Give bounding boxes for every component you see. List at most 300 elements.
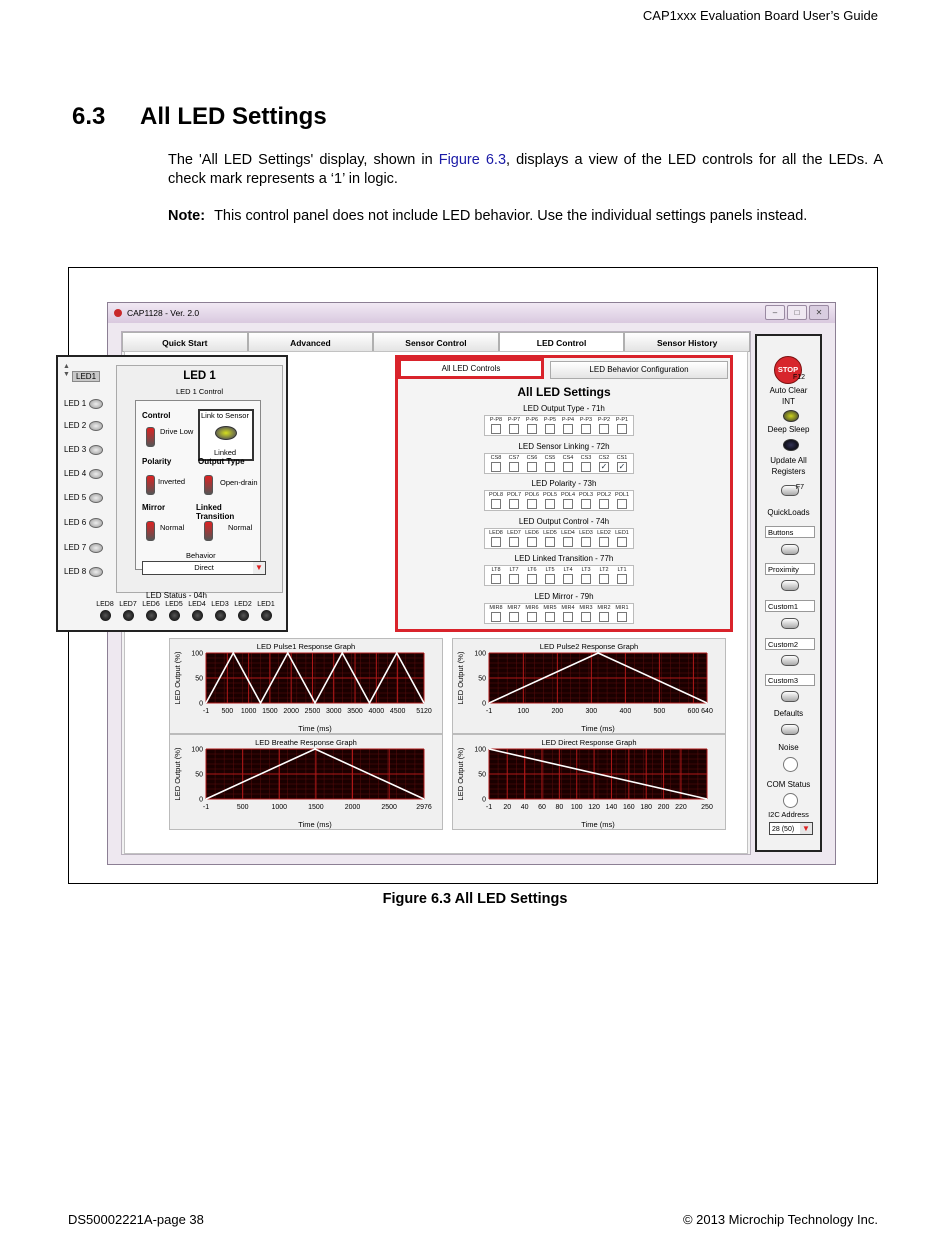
register-bit	[523, 567, 541, 584]
x-tick-label: 200	[657, 804, 670, 811]
x-tick-label: 3000	[325, 708, 342, 715]
led-status-label: LED6	[142, 601, 160, 608]
bit-checkbox[interactable]	[599, 537, 609, 547]
x-tick-label: 60	[538, 804, 546, 811]
bit-checkbox[interactable]	[545, 612, 555, 622]
maximize-button[interactable]: □	[787, 305, 807, 320]
register-bit	[595, 455, 613, 472]
register-bit	[613, 605, 631, 622]
tab-quick-start[interactable]: Quick Start	[122, 332, 248, 352]
y-tick-label: 50	[478, 675, 486, 683]
bit-label: CS7	[508, 454, 520, 461]
led-indicator-icon	[89, 493, 103, 503]
bit-label: MIR3	[579, 604, 593, 611]
led-status-label: LED4	[188, 601, 206, 608]
register-title: LED Output Type - 71h	[523, 404, 605, 413]
link-value: Linked	[214, 448, 237, 457]
register-bit	[595, 605, 613, 622]
led-status-indicator	[169, 610, 180, 621]
register-bit	[523, 530, 541, 547]
bit-checkbox[interactable]	[491, 462, 501, 472]
register-bit	[523, 605, 541, 622]
y-axis-label: LED Output (%)	[173, 651, 182, 705]
register-title: LED Linked Transition - 77h	[514, 554, 614, 563]
bit-checkbox[interactable]	[491, 537, 501, 547]
led1-subtitle: LED 1 Control	[175, 387, 224, 396]
bit-checkbox[interactable]	[509, 574, 519, 584]
register-bit	[559, 492, 577, 509]
bit-label: POL7	[506, 492, 522, 498]
footer-doc-id: DS50002221A-page 38	[68, 1212, 204, 1227]
chart-svg	[453, 735, 725, 829]
chart-title: LED Pulse1 Response Graph	[256, 642, 356, 651]
bit-label: CS2	[598, 454, 610, 461]
led-indicator-icon	[89, 399, 103, 409]
x-tick-label: 2000	[283, 708, 299, 715]
chart-title: LED Direct Response Graph	[541, 738, 637, 747]
bit-label: CS4	[562, 454, 574, 461]
led-status-cell	[141, 601, 161, 621]
link-led-indicator[interactable]	[215, 426, 237, 440]
x-tick-label: 220	[675, 804, 687, 811]
minimize-button[interactable]: –	[765, 305, 785, 320]
bit-checkbox[interactable]	[617, 499, 627, 509]
led-status-cell	[187, 601, 207, 621]
x-tick-label: 2000	[344, 804, 361, 811]
stop-shortcut: F12	[792, 374, 806, 381]
x-tick-label: 2500	[304, 708, 321, 715]
bit-checkbox[interactable]	[491, 612, 501, 622]
led-list-item[interactable]: LED 6	[64, 518, 103, 528]
quickload-custom3-field[interactable]: Custom3	[765, 674, 815, 686]
register-bit	[505, 567, 523, 584]
output-type-toggle[interactable]	[204, 475, 213, 495]
load-custom2-button[interactable]	[781, 655, 799, 666]
x-tick-label: 20	[503, 804, 512, 811]
register-bit	[505, 605, 523, 622]
load-custom1-button[interactable]	[781, 618, 799, 629]
bit-label: LED7	[507, 529, 521, 536]
bit-checkbox[interactable]	[581, 612, 591, 622]
dropdown-arrow-icon[interactable]: ▼	[253, 562, 265, 574]
register-bit	[613, 455, 631, 472]
led-indicator-icon	[89, 469, 103, 479]
y-tick-label: 100	[191, 746, 203, 754]
bit-checkbox[interactable]	[581, 574, 591, 584]
bit-label: LED8	[489, 529, 503, 536]
quickload-custom1-field[interactable]: Custom1	[765, 600, 815, 612]
register-bit	[487, 455, 505, 472]
register-bit	[541, 417, 559, 434]
chart-title: LED Breathe Response Graph	[255, 738, 357, 747]
bit-checkbox[interactable]	[509, 499, 519, 509]
i2c-address-label: I2C Address	[768, 810, 809, 819]
register-bit-row	[484, 415, 634, 436]
pulse1-graph	[169, 638, 443, 734]
behavior-label: Behavior	[186, 551, 216, 560]
led-list-item[interactable]: LED 4	[64, 469, 103, 479]
note-label: Note:	[168, 208, 206, 224]
defaults-button[interactable]	[781, 724, 799, 735]
register-bit-row	[484, 453, 634, 474]
bit-label: P-P4	[561, 417, 575, 423]
update-all-label: Update All	[770, 456, 807, 465]
noise-indicator	[783, 757, 798, 772]
x-tick-label: -1	[485, 708, 493, 715]
direct-graph	[452, 734, 726, 830]
bit-label: P-P3	[579, 417, 593, 423]
led-list-item[interactable]: LED 1	[64, 399, 103, 409]
bit-label: LT3	[581, 567, 591, 573]
y-tick-label: 50	[478, 771, 486, 779]
register-bit	[541, 455, 559, 472]
bit-label: P-P6	[525, 417, 539, 423]
register-bit	[577, 605, 595, 622]
register-bit	[577, 530, 595, 547]
quickload-proximity-field[interactable]: Proximity	[765, 563, 815, 575]
led-list-item[interactable]: LED 3	[64, 445, 103, 455]
tab-all-led-controls[interactable]: All LED Controls	[398, 358, 544, 379]
bit-checkbox[interactable]	[599, 612, 609, 622]
bit-checkbox[interactable]	[527, 574, 537, 584]
chart-title: LED Pulse2 Response Graph	[539, 642, 639, 651]
bit-checkbox[interactable]	[563, 574, 573, 584]
running-header: CAP1xxx Evaluation Board User’s Guide	[642, 8, 878, 23]
bit-label: LT4	[563, 567, 573, 573]
bit-checkbox[interactable]	[563, 499, 573, 509]
main-tabs	[122, 332, 750, 352]
register-bit	[505, 455, 523, 472]
output-type-value: Open-drain	[220, 478, 258, 487]
led-status-indicator	[192, 610, 203, 621]
x-tick-label: 500	[221, 708, 234, 715]
led1-settings	[135, 400, 261, 570]
dropdown-arrow-icon[interactable]: ▼	[800, 823, 812, 834]
bit-label: LED1	[615, 529, 629, 536]
bit-checkbox[interactable]	[599, 499, 609, 509]
bit-label: POL4	[560, 492, 576, 498]
led-status-indicator	[261, 610, 272, 621]
led-status-label: LED1	[257, 601, 275, 608]
x-tick-label: 1000	[271, 804, 288, 811]
x-tick-label: 1500	[262, 708, 278, 715]
title-bar	[108, 303, 835, 323]
bit-label: LED5	[543, 529, 557, 536]
control-toggle[interactable]	[146, 427, 155, 447]
tab-led-control[interactable]: LED Control	[499, 332, 625, 352]
bit-checkbox[interactable]	[599, 574, 609, 584]
led-list-item[interactable]: LED 8	[64, 567, 103, 577]
bit-checkbox[interactable]	[563, 612, 573, 622]
bit-checkbox[interactable]	[581, 499, 591, 509]
bit-checkbox[interactable]	[509, 537, 519, 547]
link-to-sensor-label: Link to Sensor	[201, 411, 249, 420]
bit-checkbox[interactable]	[545, 574, 555, 584]
figure-link[interactable]: Figure 6.3	[438, 152, 507, 168]
bit-label: MIR7	[507, 604, 521, 611]
bit-label: P-P8	[489, 417, 503, 423]
x-tick-label: 4000	[368, 708, 385, 715]
defaults-label: Defaults	[773, 709, 804, 718]
bit-checkbox[interactable]: ✓	[600, 461, 608, 471]
x-tick-label: 100	[517, 708, 530, 715]
led-indicator-icon	[89, 543, 103, 553]
chart-svg	[170, 735, 442, 829]
y-tick-label: 50	[195, 675, 203, 683]
tab-advanced[interactable]: Advanced	[248, 332, 374, 352]
register-title: LED Output Control - 74h	[518, 516, 610, 526]
bit-checkbox[interactable]	[545, 424, 555, 434]
bit-checkbox[interactable]	[545, 499, 555, 509]
bit-label: CS8	[490, 454, 502, 461]
bit-label: POL8	[488, 492, 504, 498]
com-status-label: COM Status	[766, 780, 811, 789]
led-selector-value[interactable]: LED1	[72, 371, 100, 382]
mirror-toggle[interactable]	[146, 521, 155, 541]
x-tick-label: 640	[701, 708, 713, 715]
bit-label: POL2	[596, 492, 612, 498]
x-tick-label: 80	[555, 804, 564, 811]
register-bit	[505, 417, 523, 434]
deep-sleep-indicator[interactable]	[783, 439, 799, 451]
stop-button[interactable]: STOP	[774, 356, 802, 384]
register-bit	[487, 417, 505, 434]
bit-label: POL6	[524, 492, 540, 498]
bit-checkbox[interactable]	[617, 537, 627, 547]
register-bit	[595, 530, 613, 547]
register-bit	[559, 567, 577, 584]
register-bit	[559, 530, 577, 547]
register-bit	[595, 417, 613, 434]
linked-transition-label: Linked Transition	[196, 503, 235, 521]
register-bit	[577, 492, 595, 509]
x-tick-label: 600	[687, 708, 700, 715]
bit-checkbox[interactable]	[599, 424, 609, 434]
led-indicator-icon	[89, 445, 103, 455]
register-bit	[523, 417, 541, 434]
bit-label: LT8	[491, 567, 501, 573]
y-axis-label: LED Output (%)	[456, 651, 465, 705]
led-list-item[interactable]: LED 5	[64, 493, 103, 503]
note-text: This control panel does not include LED behavior. Use the individual settings panels instead.	[214, 208, 808, 224]
control-sidebar	[755, 334, 822, 852]
register-title: LED Polarity - 73h	[531, 479, 597, 488]
led-status-title: LED Status - 04h	[146, 591, 207, 600]
quickload-custom2-field[interactable]: Custom2	[765, 638, 815, 650]
register-bit	[577, 567, 595, 584]
bit-checkbox[interactable]	[509, 424, 519, 434]
bit-label: LED3	[579, 529, 593, 536]
bit-label: CS5	[544, 454, 556, 461]
bit-checkbox[interactable]	[491, 424, 501, 434]
quickload-buttons-field[interactable]: Buttons	[765, 526, 815, 538]
load-proximity-button[interactable]	[781, 580, 799, 591]
x-axis-label: Time (ms)	[298, 820, 332, 829]
link-to-sensor-box	[198, 409, 254, 461]
x-axis-label: Time (ms)	[581, 820, 615, 829]
bit-label: MIR5	[543, 604, 557, 611]
x-tick-label: 120	[588, 804, 600, 811]
x-tick-label: 300	[585, 708, 598, 715]
y-tick-label: 50	[195, 771, 203, 779]
update-shortcut: F7	[795, 484, 805, 491]
led-status-label: LED3	[211, 601, 229, 608]
bit-checkbox[interactable]	[545, 537, 555, 547]
bit-checkbox[interactable]	[617, 574, 627, 584]
led-status-cell	[233, 601, 253, 621]
led-indicator-icon	[89, 421, 103, 431]
x-tick-label: 4500	[389, 708, 406, 715]
bit-label: P-P7	[507, 417, 521, 423]
led-indicator-icon	[89, 567, 103, 577]
y-tick-label: 100	[191, 650, 203, 658]
quickloads-label: QuickLoads	[767, 508, 810, 517]
led1-title: LED 1	[183, 370, 216, 382]
bit-label: CS3	[580, 454, 592, 461]
led-status-row	[95, 601, 276, 621]
x-tick-label: 400	[619, 708, 632, 715]
register-bit	[613, 567, 631, 584]
led-scroll-arrows[interactable]: ▲ ▼	[63, 363, 70, 378]
x-tick-label: 250	[701, 804, 713, 811]
tab-sensor-control[interactable]: Sensor Control	[373, 332, 499, 352]
register-bit	[613, 417, 631, 434]
bit-label: LED4	[561, 529, 575, 536]
led-list-item[interactable]: LED 2	[64, 421, 103, 431]
register-bit	[577, 417, 595, 434]
bit-checkbox[interactable]	[527, 462, 537, 472]
mirror-value: Normal	[160, 523, 185, 532]
load-custom3-button[interactable]	[781, 691, 799, 702]
bit-checkbox[interactable]	[509, 462, 519, 472]
y-tick-label: 0	[199, 700, 203, 708]
i2c-address-select[interactable]: 28 (50) ▼	[769, 822, 813, 835]
footer-copyright: © 2013 Microchip Technology Inc.	[682, 1212, 878, 1227]
bit-checkbox[interactable]	[581, 462, 591, 472]
led-status-label: LED8	[96, 601, 114, 608]
led-status-label: LED7	[119, 601, 137, 608]
mirror-label: Mirror	[142, 503, 166, 512]
chart-svg	[453, 639, 725, 733]
x-tick-label: 500	[653, 708, 666, 715]
led-status-cell	[210, 601, 230, 621]
polarity-toggle[interactable]	[146, 475, 155, 495]
bit-checkbox[interactable]	[581, 537, 591, 547]
y-axis-label: LED Output (%)	[456, 747, 465, 801]
register-bit	[577, 455, 595, 472]
x-tick-label: 40	[520, 804, 529, 811]
bit-checkbox[interactable]	[563, 537, 573, 547]
register-bit	[541, 492, 559, 509]
tab-sensor-history[interactable]: Sensor History	[624, 332, 750, 352]
x-tick-label: 3500	[347, 708, 363, 715]
register-bit	[559, 605, 577, 622]
y-tick-label: 100	[474, 650, 486, 658]
bit-label: MIR2	[597, 604, 611, 611]
register-bit-row	[484, 528, 634, 549]
polarity-label: Polarity	[142, 457, 172, 466]
bit-checkbox[interactable]	[527, 499, 537, 509]
bit-checkbox[interactable]	[563, 462, 573, 472]
window-controls	[765, 305, 829, 320]
register-bit	[559, 455, 577, 472]
tab-led-behavior-configuration[interactable]: LED Behavior Configuration	[550, 361, 728, 379]
led-indicator-icon	[89, 518, 103, 528]
register-bit	[487, 492, 505, 509]
led-list-item[interactable]: LED 7	[64, 543, 103, 553]
x-tick-label: -1	[485, 804, 493, 811]
bit-checkbox[interactable]	[617, 612, 627, 622]
led-status-label: LED5	[165, 601, 183, 608]
bit-checkbox[interactable]	[545, 462, 555, 472]
bit-label: LED2	[597, 529, 611, 536]
linked-transition-toggle[interactable]	[204, 521, 213, 541]
bit-label: P-P2	[597, 417, 611, 423]
y-tick-label: 0	[199, 796, 203, 804]
bit-checkbox[interactable]	[527, 537, 537, 547]
x-axis-label: Time (ms)	[298, 724, 332, 733]
register-bit	[541, 567, 559, 584]
close-button[interactable]: ✕	[809, 305, 829, 320]
register-title: LED Mirror - 79h	[534, 591, 594, 601]
bit-label: LT1	[617, 567, 627, 573]
led-status-indicator	[215, 610, 226, 621]
bit-label: POL5	[542, 492, 558, 498]
polarity-value: Inverted	[158, 477, 186, 486]
bit-checkbox[interactable]: ✓	[618, 461, 626, 471]
auto-clear-label: Auto Clear	[769, 386, 808, 395]
bit-checkbox[interactable]	[491, 499, 501, 509]
bit-checkbox[interactable]	[509, 612, 519, 622]
register-bit-row	[484, 565, 634, 586]
breathe-graph	[169, 734, 443, 830]
led-status-cell	[256, 601, 276, 621]
bit-checkbox[interactable]	[527, 612, 537, 622]
x-tick-label: 140	[605, 804, 618, 811]
led-status-indicator	[123, 610, 134, 621]
behavior-select[interactable]: Direct ▼	[142, 561, 266, 575]
bit-checkbox[interactable]	[491, 574, 501, 584]
figure-caption: Figure 6.3 All LED Settings	[382, 891, 568, 907]
register-bit	[595, 492, 613, 509]
bit-checkbox[interactable]	[563, 424, 573, 434]
deep-sleep-label: Deep Sleep	[767, 425, 810, 434]
x-tick-label: 2500	[381, 804, 397, 811]
output-type-label: Output Type	[198, 457, 245, 466]
bit-label: LED6	[525, 529, 539, 536]
bit-checkbox[interactable]	[527, 424, 537, 434]
noise-label: Noise	[778, 743, 799, 752]
register-bit	[613, 492, 631, 509]
led-status-cell	[118, 601, 138, 621]
bit-label: LT7	[509, 567, 519, 573]
x-tick-label: 1500	[308, 804, 324, 811]
control-label: Control	[142, 411, 171, 420]
load-buttons-button[interactable]	[781, 544, 799, 555]
led-selection-panel	[56, 355, 288, 632]
x-tick-label: -1	[202, 708, 210, 715]
com-status-indicator	[783, 793, 798, 808]
x-tick-label: 200	[551, 708, 564, 715]
bit-label: MIR6	[525, 604, 539, 611]
all-led-settings-panel	[395, 355, 733, 632]
int-indicator[interactable]	[783, 410, 799, 422]
y-axis-label: LED Output (%)	[173, 747, 182, 801]
bit-checkbox[interactable]	[581, 424, 591, 434]
linked-transition-value: Normal	[228, 523, 253, 532]
bit-checkbox[interactable]	[617, 424, 627, 434]
x-tick-label: 2976	[416, 804, 432, 811]
